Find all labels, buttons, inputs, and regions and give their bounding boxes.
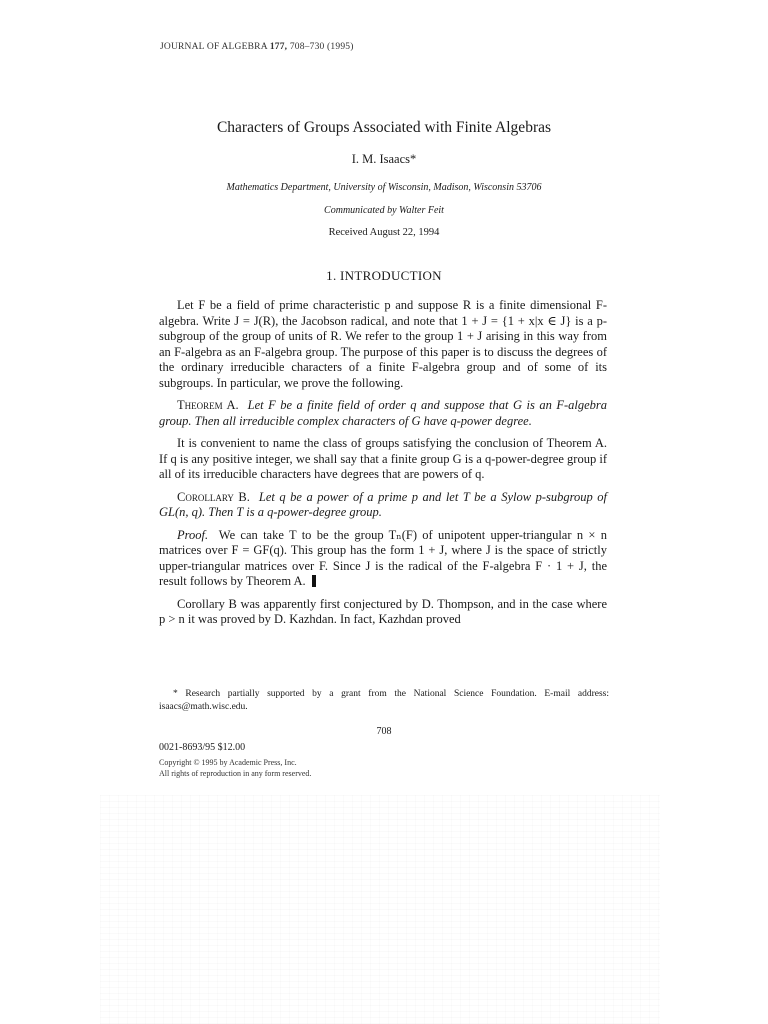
journal-name: JOURNAL OF ALGEBRA — [160, 42, 268, 52]
footnote: * Research partially supported by a grant from the National Science Foundation. E-mail address: isaacs@math.wisc.edu. — [159, 689, 609, 712]
page-number: 708 — [376, 726, 392, 737]
copyright-notice — [159, 757, 311, 779]
proof-label: Proof. — [177, 527, 209, 542]
theorem-a — [159, 398, 607, 429]
copyright-line-1: Copyright © 1995 by Academic Press, Inc. — [159, 758, 297, 767]
corollary-b-label: Corollary B. — [177, 489, 250, 504]
paragraph-intro: Let F be a field of prime characteristic p and suppose R is a finite dimensional F-algebra. Write J = J(R), the Jacobson radical, and note that 1 + J = {1 + x|x ∈ J} is a p-subgroup of the group of units of R. We refer to the group 1 + J arising in this way from an F-algebra as an F-algebra group. The purpose of this paper is to discuss the degrees of the ordinary irreducible characters of a finite F-algebra group and of some of its subgroups. In particular, we prove the following. — [159, 298, 607, 390]
paragraph-definition: It is convenient to name the class of groups satisfying the conclusion of Theorem A. If q is any positive integer, we shall say that a finite group G is a q-power-degree group if all of its irreducible characters have degrees that are powers of q. — [159, 436, 607, 481]
section-heading: 1. INTRODUCTION — [326, 268, 442, 283]
paper-title: Characters of Groups Associated with Finite Algebras — [216, 119, 552, 136]
running-head — [160, 42, 354, 52]
issn-price: 0021-8693/95 $12.00 — [159, 742, 246, 753]
paper-author: I. M. Isaacs* — [351, 152, 417, 166]
paragraph-history: Corollary B was apparently first conjectured by D. Thompson, and in the case where p > n it was proved by D. Kazhdan. In fact, Kazhdan proved — [159, 596, 607, 626]
body-text — [159, 298, 607, 635]
scan-artifact-area — [100, 795, 660, 1024]
theorem-a-label: Theorem A. — [177, 398, 239, 412]
corollary-b — [159, 490, 607, 521]
received-date: Received August 22, 1994 — [328, 227, 440, 238]
journal-volume: 177, — [269, 42, 288, 52]
communicated-by: Communicated by Walter Feit — [324, 205, 444, 216]
qed-mark — [312, 575, 316, 587]
theorem-a-text: Let F be a finite field of order q and suppose that G is an F-algebra group. Then all irreducible complex characters of G have q-power degree. — [159, 398, 608, 428]
proof — [159, 528, 607, 590]
journal-pages-year: 708–730 (1995) — [289, 42, 354, 52]
author-affiliation: Mathematics Department, University of Wisconsin, Madison, Wisconsin 53706 — [226, 182, 542, 193]
copyright-line-2: All rights of reproduction in any form reserved. — [159, 769, 312, 778]
corollary-b-text: Let q be a power of a prime p and let T be a Sylow p-subgroup of GL(n, q). Then T is a q-power-degree group. — [159, 489, 608, 519]
proof-text: We can take T to be the group Tₙ(F) of unipotent upper-triangular n × n matrices over F = GF(q). This group has the form 1 + J, where J is the space of strictly upper-triangular matrices over F. Since J is the radical of the F-algebra F · 1 + J, the result follows by Theorem A. — [159, 527, 607, 588]
